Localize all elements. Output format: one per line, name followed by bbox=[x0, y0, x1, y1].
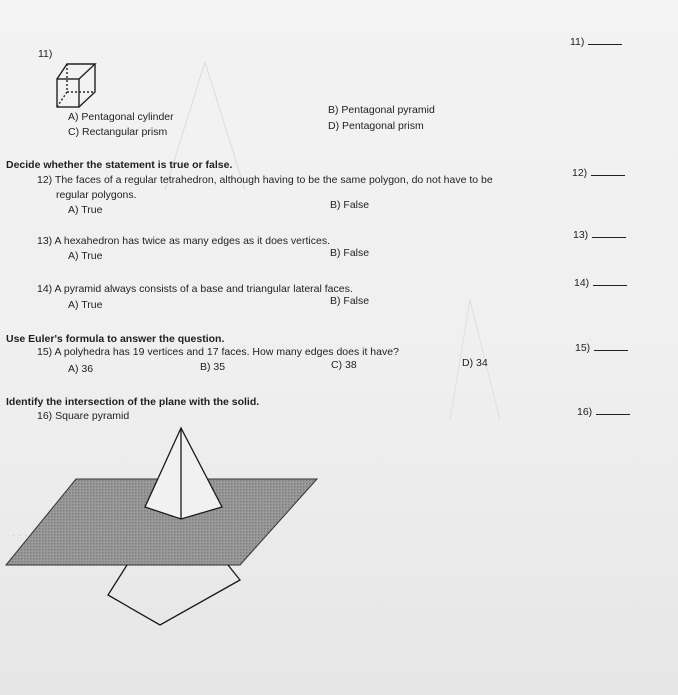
q15-option-a[interactable]: A) 36 bbox=[68, 363, 94, 375]
q15-option-d[interactable]: D) 34 bbox=[462, 357, 488, 369]
q12-option-b[interactable]: B) False bbox=[330, 199, 370, 211]
q13-option-b[interactable]: B) False bbox=[330, 247, 370, 259]
section2-heading: Use Euler's formula to answer the question. bbox=[6, 333, 225, 345]
q16-answer: 16) bbox=[577, 406, 630, 418]
q11-option-d[interactable]: D) Pentagonal prism bbox=[328, 120, 424, 132]
section1-heading: Decide whether the statement is true or false. bbox=[6, 159, 233, 171]
q13-option-a[interactable]: A) True bbox=[68, 250, 103, 262]
q14-text: 14) A pyramid always consists of a base and triangular lateral faces. bbox=[37, 283, 353, 295]
q11-option-b[interactable]: B) Pentagonal pyramid bbox=[328, 104, 435, 116]
q12-option-a[interactable]: A) True bbox=[68, 204, 103, 216]
q11-number-left: 11) bbox=[38, 48, 53, 60]
q13-text: 13) A hexahedron has twice as many edges as it does vertices. bbox=[37, 235, 331, 247]
q15-option-c[interactable]: C) 38 bbox=[331, 359, 357, 371]
q12-answer: 12) bbox=[572, 167, 625, 179]
section3-heading: Identify the intersection of the plane with the solid. bbox=[6, 396, 260, 408]
bleed-text: · · · bbox=[12, 530, 28, 541]
square-pyramid bbox=[145, 428, 222, 519]
q13-answer: 13) bbox=[573, 229, 626, 241]
q16-text: 16) Square pyramid bbox=[37, 410, 130, 422]
q15-answer: 15) bbox=[575, 342, 628, 354]
q11-answer-number: 11) bbox=[570, 36, 585, 48]
q14-option-b[interactable]: B) False bbox=[330, 295, 370, 307]
q12-text-line2: regular polygons. bbox=[56, 189, 137, 201]
q15-text: 15) A polyhedra has 19 vertices and 17 faces. How many edges does it have? bbox=[37, 346, 399, 358]
q11-option-c[interactable]: C) Rectangular prism bbox=[68, 126, 168, 138]
q14-option-a[interactable]: A) True bbox=[68, 299, 103, 311]
q15-option-b[interactable]: B) 35 bbox=[200, 361, 226, 373]
q14-answer: 14) bbox=[574, 277, 627, 289]
q11-option-a[interactable]: A) Pentagonal cylinder bbox=[68, 111, 174, 123]
q12-text: 12) The faces of a regular tetrahedron, although having to be the same polygon, do not have to be bbox=[37, 174, 493, 186]
